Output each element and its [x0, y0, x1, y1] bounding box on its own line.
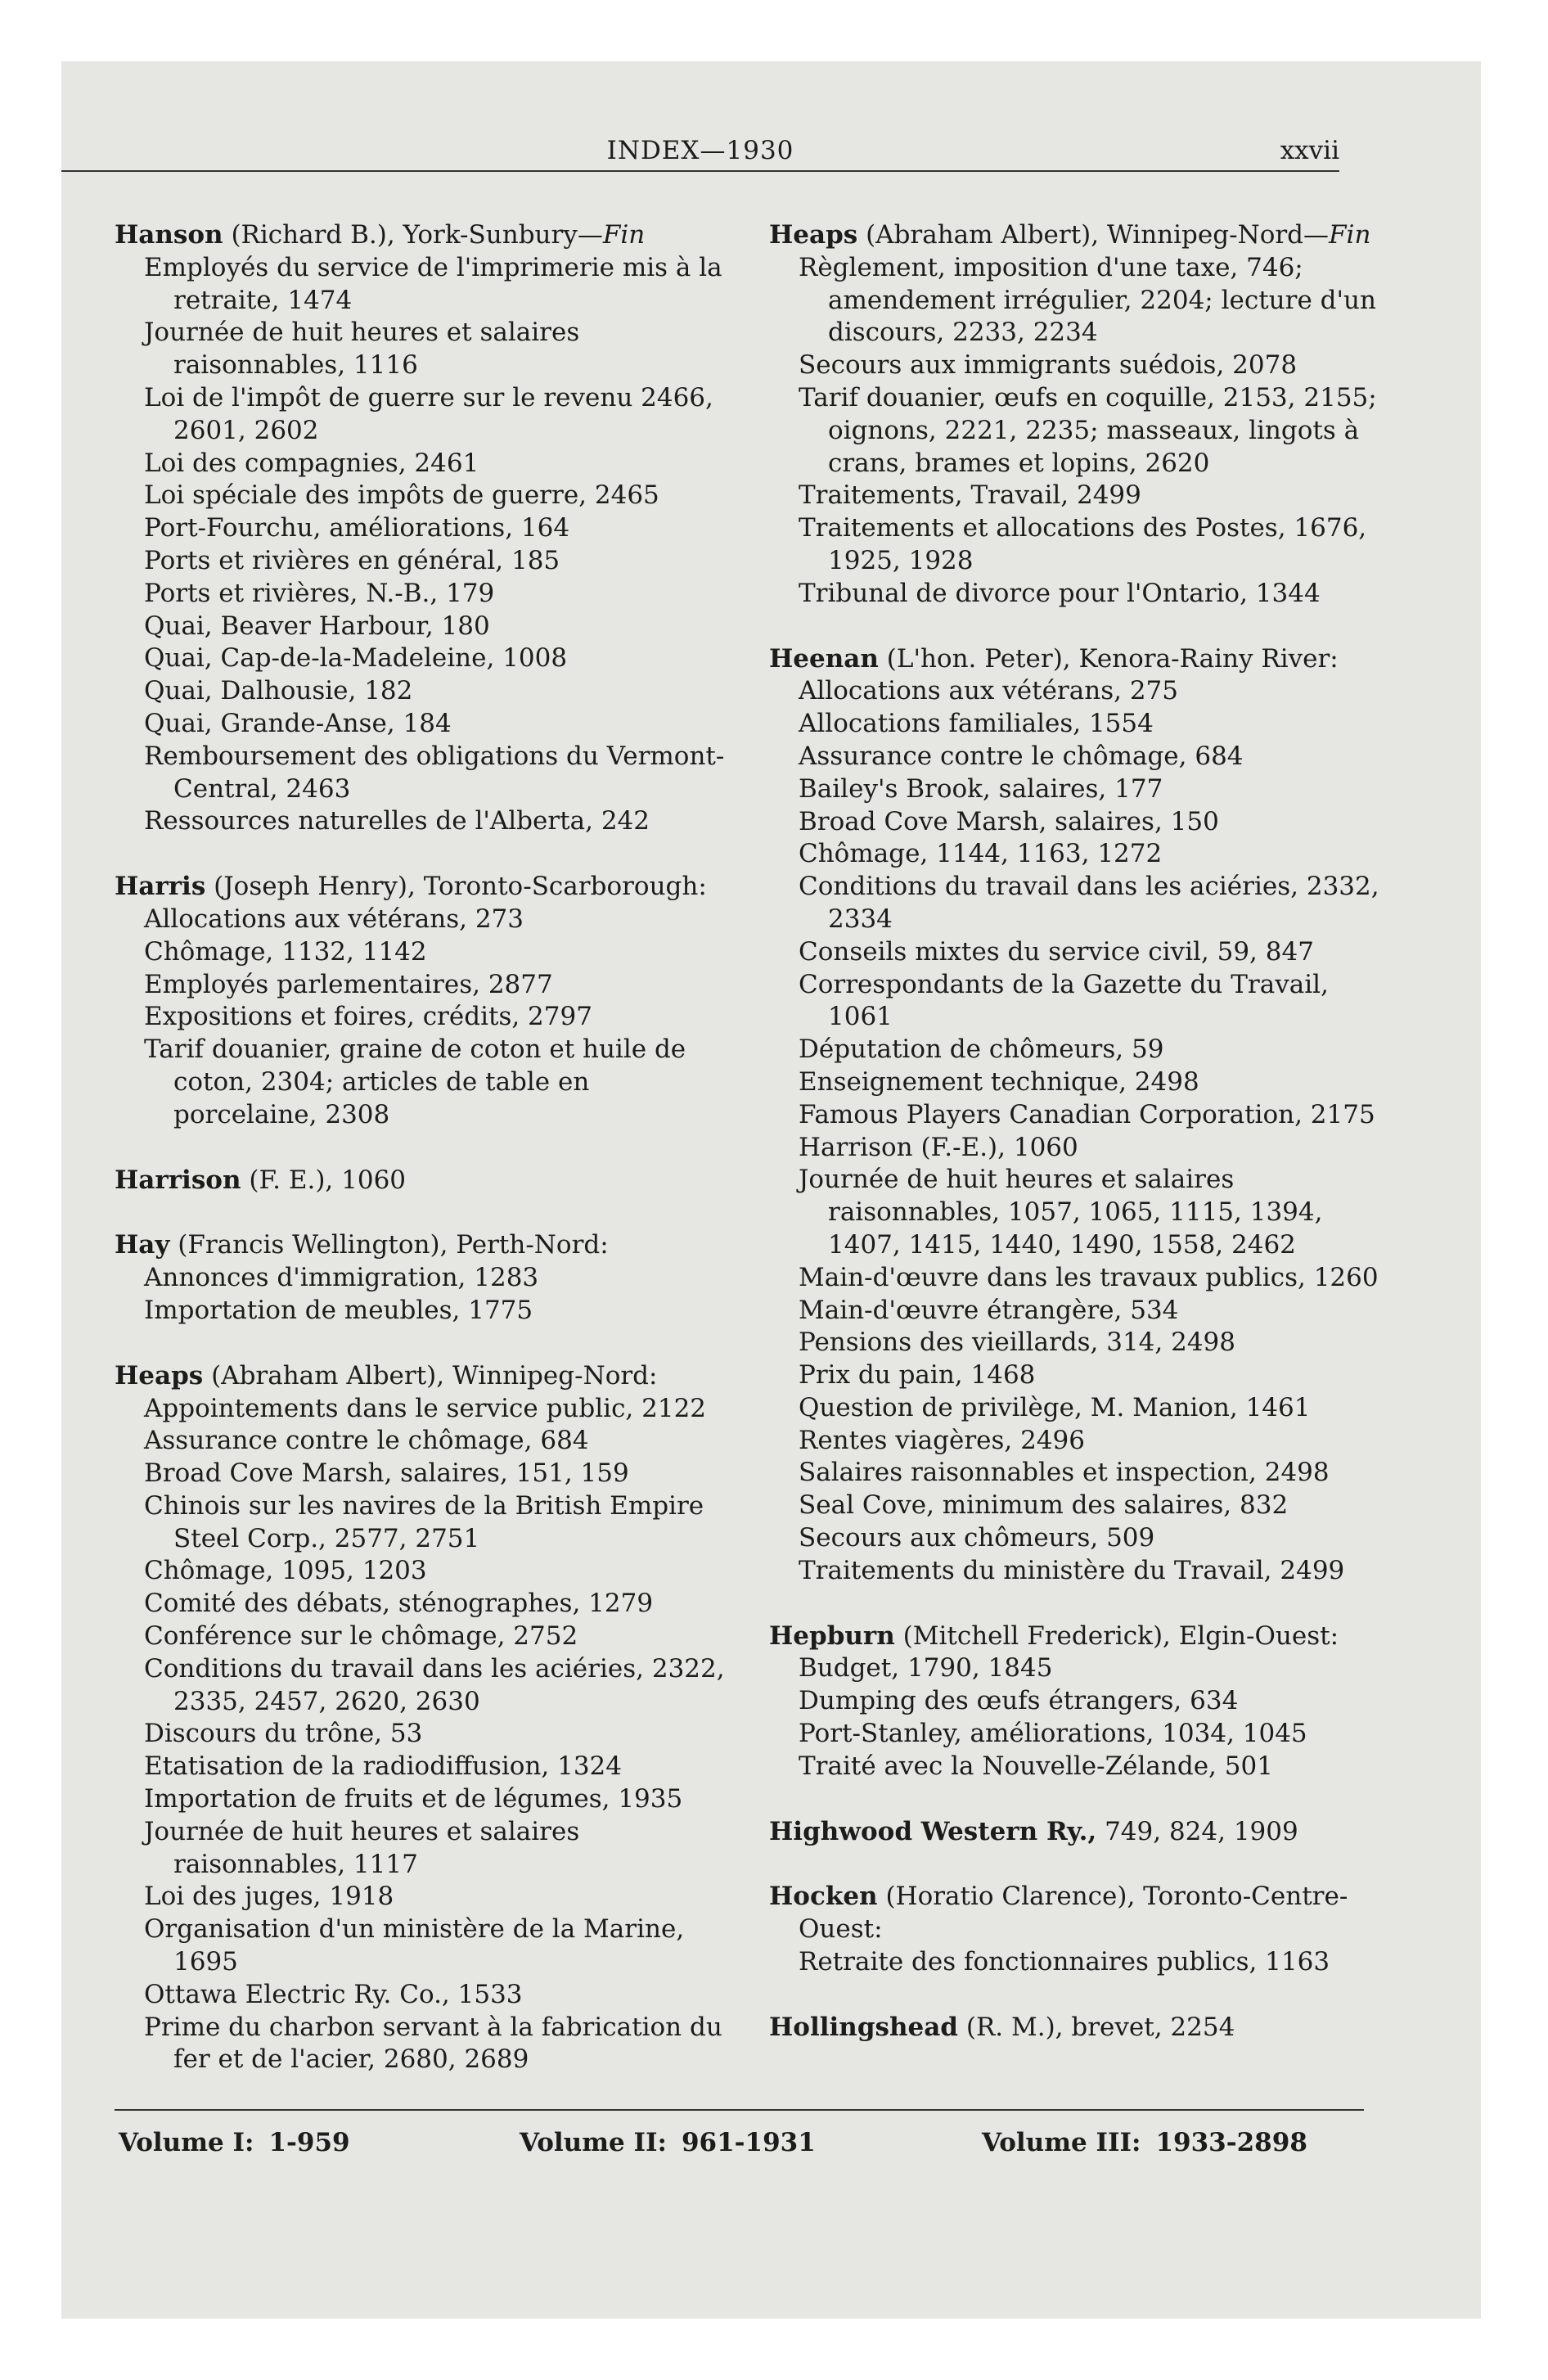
sub-entry: Prix du pain, 1468 [799, 1360, 1036, 1391]
sub-entry: Correspondants de la Gazette du Travail, 1061 [799, 969, 1329, 1032]
entry-detail: (Francis Wellington), Perth-Nord: [169, 1230, 609, 1260]
sub-entry: Traitements et allocations des Postes, 1676, 1925, 1928 [799, 513, 1367, 575]
entry-heading [115, 1165, 736, 1197]
sub-entry: Secours aux immigrants suédois, 2078 [799, 350, 1298, 381]
sub-entry: Règlement, imposition d'une taxe, 746; amendement irrégulier, 2204; lecture d'un discours, 2233, 2234 [799, 252, 1376, 348]
page-number: xxvii [1280, 136, 1339, 165]
sub-entry: Pensions des vieillards, 314, 2498 [799, 1327, 1235, 1358]
sub-entry: Enseignement technique, 2498 [799, 1066, 1199, 1097]
sub-entry: Annonces d'immigration, 1283 [144, 1263, 539, 1293]
sub-entry: Bailey's Brook, salaires, 177 [799, 773, 1163, 804]
sub-entry: Conditions du travail dans les aciéries, 2322, 2335, 2457, 2620, 2630 [144, 1653, 725, 1716]
index-entry [115, 871, 736, 1131]
entry-detail: (Joseph Henry), Toronto-Scarborough: [205, 872, 707, 902]
sub-entry: Ottawa Electric Ry. Co., 1533 [144, 1979, 523, 2009]
running-header [61, 121, 1339, 172]
sub-entry: Traitements du ministère du Travail, 2499 [799, 1555, 1345, 1585]
entry-name: Heenan [769, 643, 879, 674]
sub-entry: Loi de l'impôt de guerre sur le revenu 2466, 2601, 2602 [144, 382, 713, 445]
index-entry [769, 1620, 1391, 1783]
entry-detail: (F. E.), 1060 [241, 1165, 407, 1195]
sub-entry: Députation de chômeurs, 59 [799, 1034, 1164, 1065]
entry-heading [769, 1816, 1391, 1849]
sub-entry: Employés parlementaires, 2877 [144, 969, 553, 999]
sub-entry: Chômage, 1132, 1142 [144, 936, 427, 967]
sub-entry: Organisation d'un ministère de la Marine, 1695 [144, 1914, 685, 1977]
entry-name: Harrison [115, 1165, 241, 1195]
sub-entry: Dumping des œufs étrangers, 634 [799, 1686, 1239, 1716]
volume-2-range: 961-1931 [681, 2128, 816, 2157]
entry-heading [115, 871, 736, 904]
entry-heading [115, 219, 736, 252]
sub-entry: Question de privilège, M. Manion, 1461 [799, 1392, 1311, 1422]
index-entry [115, 219, 736, 838]
sub-entry: Budget, 1790, 1845 [799, 1653, 1053, 1684]
sub-entry: Rentes viagères, 2496 [799, 1425, 1085, 1455]
index-entry [769, 219, 1391, 611]
index-entry [115, 1229, 736, 1327]
entry-name: Hepburn [769, 1620, 895, 1651]
sub-entry: Comité des débats, sténographes, 1279 [144, 1589, 654, 1619]
sub-entry: Quai, Cap-de-la-Madeleine, 1008 [144, 643, 568, 674]
entry-heading [769, 2012, 1391, 2044]
volume-3-range: 1933-2898 [1155, 2128, 1307, 2157]
volume-1-range: 1-959 [268, 2128, 350, 2157]
sub-entry: Assurance contre le chômage, 684 [799, 741, 1244, 771]
sub-entry: Journée de huit heures et salaires raisonnables, 1057, 1065, 1115, 1394, 1407, 1415, 1440, 1490, 1558, 2462 [799, 1165, 1323, 1260]
sub-entry: Tarif douanier, œufs en coquille, 2153, 2155; oignons, 2221, 2235; masseaux, lingots à crans, brames et lopins, 2620 [799, 382, 1377, 478]
sub-entry: Famous Players Canadian Corporation, 2175 [799, 1099, 1375, 1129]
index-column-right [769, 219, 1391, 2044]
sub-entry: Discours du trône, 53 [144, 1719, 423, 1749]
sub-entry: Conditions du travail dans les aciéries, 2332, 2334 [799, 872, 1379, 934]
sub-entry: Employés du service de l'imprimerie mis à la retraite, 1474 [144, 252, 722, 315]
sub-entry: Importation de meubles, 1775 [144, 1295, 533, 1325]
entry-heading [769, 1620, 1391, 1653]
entry-detail: (L'hon. Peter), Kenora-Rainy River: [878, 643, 1339, 674]
entry-heading [115, 1360, 736, 1393]
entry-heading [769, 219, 1391, 252]
index-entry [115, 1360, 736, 2077]
volume-1 [119, 2128, 350, 2157]
sub-entry: Retraite des fonctionnaires publics, 1163 [799, 1947, 1330, 1977]
index-entry [769, 1816, 1391, 1849]
entry-detail: (Abraham Albert), Winnipeg-Nord— [857, 220, 1330, 250]
volume-1-label: Volume I: [119, 2128, 254, 2157]
sub-entry: Ports et rivières en général, 185 [144, 545, 560, 575]
sub-entry: Tarif douanier, graine de coton et huile de coton, 2304; articles de table en porcelaine, 2308 [144, 1034, 686, 1129]
entry-name: Hollingshead [769, 2012, 958, 2042]
sub-entry: Quai, Beaver Harbour, 180 [144, 611, 490, 641]
sub-entry: Journée de huit heures et salaires raisonnables, 1116 [144, 318, 580, 381]
sub-entry: Allocations aux vétérans, 275 [799, 676, 1178, 706]
sub-entry: Traitements, Travail, 2499 [799, 480, 1141, 511]
index-entry [769, 1881, 1391, 1978]
sub-entry: Appointements dans le service public, 2122 [144, 1393, 707, 1423]
sub-entry: Main-d'œuvre dans les travaux publics, 1260 [799, 1262, 1379, 1292]
entry-detail: (Mitchell Frederick), Elgin-Ouest: [894, 1620, 1339, 1651]
index-column-left [115, 219, 736, 2076]
sub-entry: Loi des compagnies, 2461 [144, 448, 479, 478]
sub-entry: Chômage, 1144, 1163, 1272 [799, 839, 1163, 869]
sub-entry: Etatisation de la radiodiffusion, 1324 [144, 1751, 623, 1782]
volume-2-label: Volume II: [520, 2128, 667, 2157]
volume-2 [520, 2128, 816, 2157]
sub-entry: Prime du charbon servant à la fabrication du fer et de l'acier, 2680, 2689 [144, 2012, 722, 2075]
index-entry [769, 2012, 1391, 2044]
sub-entry: Salaires raisonnables et inspection, 2498 [799, 1458, 1330, 1488]
entry-heading [769, 1881, 1391, 1946]
sub-entry: Loi des juges, 1918 [144, 1882, 394, 1912]
sub-entry: Tribunal de divorce pour l'Ontario, 1344 [799, 578, 1321, 608]
sub-entry: Loi spéciale des impôts de guerre, 2465 [144, 480, 659, 511]
sub-entry: Secours aux chômeurs, 509 [799, 1523, 1155, 1553]
volume-3-label: Volume III: [982, 2128, 1141, 2157]
entry-continuation: Fin [602, 220, 646, 250]
entry-name: Hay [115, 1230, 170, 1260]
sub-entry: Importation de fruits et de légumes, 1935 [144, 1784, 683, 1814]
sub-entry: Quai, Grande-Anse, 184 [144, 708, 452, 738]
entry-heading [769, 643, 1391, 676]
sub-entry: Chômage, 1095, 1203 [144, 1556, 427, 1586]
entry-name: Highwood Western Ry., [769, 1816, 1097, 1846]
index-title: INDEX—1930 [606, 136, 794, 165]
entry-detail: (R. M.), brevet, 2254 [958, 2012, 1235, 2042]
sub-entry: Journée de huit heures et salaires raisonnables, 1117 [144, 1816, 580, 1879]
entry-name: Heaps [115, 1360, 204, 1391]
sub-entry: Port-Fourchu, améliorations, 164 [144, 513, 570, 543]
entry-detail: (Abraham Albert), Winnipeg-Nord: [203, 1360, 658, 1391]
entry-name: Heaps [769, 220, 858, 250]
sub-entry: Port-Stanley, améliorations, 1034, 1045 [799, 1719, 1307, 1749]
sub-entry: Conférence sur le chômage, 2752 [144, 1621, 578, 1652]
sub-entry: Traité avec la Nouvelle-Zélande, 501 [799, 1751, 1273, 1781]
sub-entry: Main-d'œuvre étrangère, 534 [799, 1295, 1179, 1325]
sub-entry: Expositions et foires, crédits, 2797 [144, 1002, 592, 1032]
sub-entry: Remboursement des obligations du Vermont-Central, 2463 [144, 741, 725, 804]
sub-entry: Seal Cove, minimum des salaires, 832 [799, 1490, 1289, 1521]
volume-3 [982, 2128, 1307, 2157]
sub-entry: Ressources naturelles de l'Alberta, 242 [144, 806, 650, 836]
sub-entry: Assurance contre le chômage, 684 [144, 1426, 589, 1456]
sub-entry: Harrison (F.-E.), 1060 [799, 1132, 1078, 1162]
entry-detail: (Horatio Clarence), Toronto-Centre-Ouest: [799, 1882, 1348, 1945]
sub-entry: Allocations aux vétérans, 273 [144, 904, 524, 934]
entry-name: Hanson [115, 220, 223, 250]
index-entry [769, 643, 1391, 1588]
entry-name: Hocken [769, 1882, 878, 1912]
entry-name: Harris [115, 872, 206, 902]
sub-entry: Ports et rivières, N.-B., 179 [144, 578, 495, 608]
entry-detail: 749, 824, 1909 [1096, 1816, 1298, 1846]
sub-entry: Broad Cove Marsh, salaires, 150 [799, 806, 1219, 836]
sub-entry: Broad Cove Marsh, salaires, 151, 159 [144, 1458, 629, 1489]
entry-heading [115, 1229, 736, 1262]
sub-entry: Allocations familiales, 1554 [799, 709, 1154, 739]
index-entry [115, 1165, 736, 1197]
sub-entry: Chinois sur les navires de la British Empire Steel Corp., 2577, 2751 [144, 1490, 704, 1553]
entry-detail: (Richard B.), York-Sunbury— [223, 220, 603, 250]
footer-rule [115, 2109, 1364, 2111]
sub-entry: Quai, Dalhousie, 182 [144, 676, 413, 706]
entry-continuation: Fin [1329, 220, 1371, 250]
sub-entry: Conseils mixtes du service civil, 59, 847 [799, 936, 1314, 967]
